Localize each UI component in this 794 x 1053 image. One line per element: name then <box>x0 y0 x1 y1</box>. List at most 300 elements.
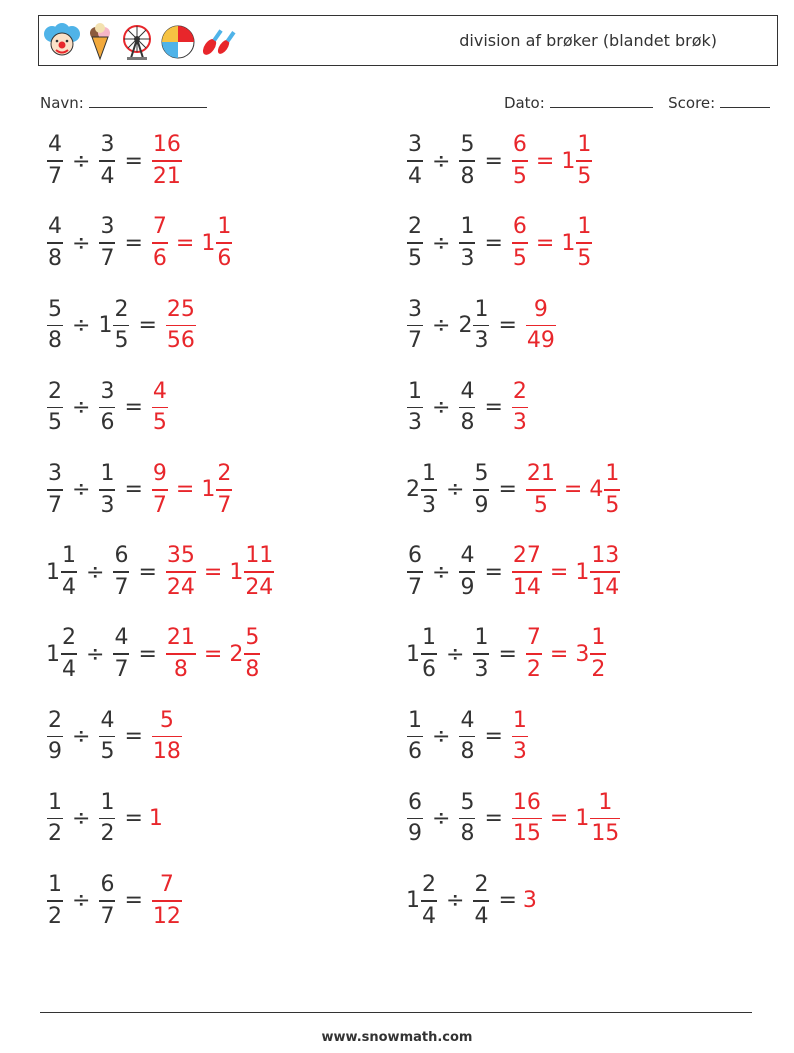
divide-sign: ÷ <box>432 148 451 174</box>
denominator: 3 <box>474 656 489 682</box>
divide-sign: ÷ <box>446 888 465 914</box>
denominator: 5 <box>512 245 527 271</box>
numerator: 1 <box>605 461 620 487</box>
problem-11 <box>44 540 277 604</box>
numerator: 21 <box>526 461 555 487</box>
denominator: 4 <box>408 163 422 189</box>
answer-fraction <box>166 627 196 681</box>
fraction-bar <box>47 242 63 244</box>
fraction-bar <box>47 160 63 162</box>
fraction-bar <box>604 489 620 491</box>
numerator: 4 <box>114 625 129 651</box>
numerator: 2 <box>422 872 436 898</box>
numerator: 4 <box>48 132 62 158</box>
equals-sign: = <box>124 806 143 832</box>
equals-sign: = <box>124 723 143 749</box>
numerator: 16 <box>512 789 541 815</box>
fraction-bar <box>512 160 528 162</box>
operand-1-fraction <box>407 378 423 436</box>
answer-fraction <box>152 134 182 188</box>
operand-1-fraction <box>407 296 423 354</box>
answer <box>149 874 185 928</box>
equals-sign: = <box>138 312 157 338</box>
answer-mixed-whole: 3 <box>575 641 590 667</box>
denominator: 8 <box>460 163 475 189</box>
answer-mixed-whole: 1 <box>575 806 590 832</box>
problem-12 <box>404 540 623 604</box>
equals-sign: = <box>484 723 503 749</box>
name-field <box>40 93 207 112</box>
numerator: 1 <box>217 214 232 240</box>
operand-2-fraction <box>99 378 115 436</box>
problem-7 <box>44 376 171 440</box>
operand-1-fraction <box>47 378 63 436</box>
fraction-bar <box>421 900 437 902</box>
numerator: 1 <box>408 707 422 733</box>
operand-1-whole: 2 <box>406 477 420 503</box>
divide-sign: ÷ <box>86 641 105 667</box>
equals-sign: = <box>549 806 569 832</box>
problem-10 <box>404 458 623 522</box>
answer <box>163 545 277 599</box>
name-label: Navn: <box>40 94 84 112</box>
denominator: 8 <box>460 410 475 436</box>
operand-2-fraction <box>473 463 489 517</box>
fraction-bar <box>152 242 168 244</box>
fraction-bar <box>61 571 77 573</box>
denominator: 15 <box>591 821 620 847</box>
divide-sign: ÷ <box>72 230 91 256</box>
denominator: 15 <box>512 821 541 847</box>
answer-mixed-whole: 1 <box>575 559 590 585</box>
fraction-bar <box>152 407 168 409</box>
operand-1-whole: 1 <box>406 888 420 914</box>
numerator: 5 <box>460 132 475 158</box>
numerator: 1 <box>577 132 592 158</box>
problem-18 <box>404 787 623 851</box>
numerator: 2 <box>408 214 422 240</box>
operand-2-fraction <box>113 296 129 354</box>
numerator: 4 <box>460 707 475 733</box>
denominator: 7 <box>152 492 167 518</box>
answer-mixed-fraction <box>604 463 620 517</box>
fraction-bar <box>459 571 475 573</box>
fraction-bar <box>99 160 115 162</box>
operand-2-fraction <box>99 874 115 928</box>
header-icons <box>43 22 237 62</box>
ice-cream-icon <box>85 22 115 62</box>
problem-9 <box>44 458 235 522</box>
denominator: 2 <box>526 656 541 682</box>
denominator: 4 <box>62 574 76 600</box>
denominator: 8 <box>173 656 188 682</box>
numerator: 4 <box>100 707 115 733</box>
fraction-bar <box>473 489 489 491</box>
fraction-bar <box>407 736 423 738</box>
divide-sign: ÷ <box>72 477 91 503</box>
fraction-bar <box>512 407 528 409</box>
divide-sign: ÷ <box>432 395 451 421</box>
denominator: 4 <box>62 656 76 682</box>
problem-17 <box>44 787 163 851</box>
answer <box>509 134 595 188</box>
fraction-bar <box>47 736 63 738</box>
equals-sign: = <box>535 148 555 174</box>
equals-sign: = <box>124 477 143 503</box>
operand-1-whole: 1 <box>46 641 60 667</box>
fraction-bar <box>113 325 129 327</box>
denominator: 4 <box>474 903 489 929</box>
numerator: 1 <box>460 214 475 240</box>
answer <box>509 789 623 847</box>
numerator: 2 <box>474 872 489 898</box>
numerator: 5 <box>48 296 62 322</box>
denominator: 9 <box>460 574 475 600</box>
answer <box>523 888 537 913</box>
denominator: 3 <box>474 328 489 354</box>
denominator: 5 <box>152 410 167 436</box>
answer <box>509 707 531 765</box>
fraction-bar <box>407 407 423 409</box>
numerator: 3 <box>100 132 115 158</box>
fraction-bar <box>407 242 423 244</box>
denominator: 18 <box>152 739 181 765</box>
answer-mixed-fraction <box>216 216 232 270</box>
fraction-bar <box>421 653 437 655</box>
numerator: 1 <box>474 625 489 651</box>
fraction-bar <box>459 242 475 244</box>
denominator: 49 <box>526 328 555 354</box>
equals-sign: = <box>563 477 583 503</box>
operand-2-fraction <box>99 216 115 270</box>
denominator: 9 <box>408 821 422 847</box>
denominator: 7 <box>100 245 115 271</box>
numerator: 2 <box>512 378 527 404</box>
numerator: 1 <box>422 625 436 651</box>
answer-fraction <box>526 463 556 517</box>
divide-sign: ÷ <box>72 888 91 914</box>
answer-mixed-fraction <box>244 545 274 599</box>
operand-2-fraction <box>99 789 115 847</box>
numerator: 35 <box>166 543 195 569</box>
numerator: 7 <box>526 625 541 651</box>
answer <box>523 463 623 517</box>
divide-sign: ÷ <box>432 723 451 749</box>
numerator: 27 <box>512 543 541 569</box>
fraction-bar <box>512 242 528 244</box>
numerator: 1 <box>100 789 115 815</box>
denominator: 9 <box>474 492 489 518</box>
numerator: 3 <box>408 296 422 322</box>
fraction-bar <box>590 653 606 655</box>
operand-1-whole: 1 <box>406 641 420 667</box>
fraction-bar <box>166 571 196 573</box>
operand-1-whole: 1 <box>46 559 60 585</box>
operand-1-fraction <box>421 627 437 681</box>
answer <box>509 545 623 599</box>
fraction-bar <box>99 900 115 902</box>
numerator: 4 <box>460 543 475 569</box>
denominator: 3 <box>512 739 527 765</box>
answer <box>149 707 185 765</box>
answer <box>149 806 163 831</box>
equals-sign: = <box>138 641 157 667</box>
footer-url: www.snowmath.com <box>321 1030 473 1045</box>
numerator: 1 <box>62 543 76 569</box>
fraction-bar <box>152 900 182 902</box>
numerator: 2 <box>62 625 76 651</box>
problem-6 <box>404 293 559 357</box>
denominator: 7 <box>114 574 129 600</box>
divide-sign: ÷ <box>446 477 465 503</box>
operand-1-fraction <box>407 216 423 270</box>
denominator: 5 <box>100 739 115 765</box>
numerator: 2 <box>217 461 232 487</box>
fraction-bar <box>152 736 182 738</box>
denominator: 6 <box>100 410 115 436</box>
fraction-bar <box>99 489 115 491</box>
answer-mixed-fraction <box>576 216 592 270</box>
answer-fraction <box>166 545 196 599</box>
denominator: 8 <box>460 739 475 765</box>
equals-sign: = <box>535 230 555 256</box>
denominator: 2 <box>100 821 115 847</box>
numerator: 5 <box>460 789 475 815</box>
divide-sign: ÷ <box>72 312 91 338</box>
fraction-bar <box>407 571 423 573</box>
answer <box>149 216 235 270</box>
fraction-bar <box>459 407 475 409</box>
denominator: 5 <box>577 163 592 189</box>
numerator: 1 <box>474 296 489 322</box>
answer-whole: 1 <box>148 806 163 832</box>
answer <box>523 627 609 681</box>
problem-5 <box>44 293 199 357</box>
denominator: 5 <box>408 245 422 271</box>
numerator: 6 <box>114 543 129 569</box>
numerator: 3 <box>100 214 115 240</box>
denominator: 6 <box>152 245 167 271</box>
equals-sign: = <box>549 641 569 667</box>
fraction-bar <box>47 900 63 902</box>
answer-mixed-whole: 1 <box>561 230 576 256</box>
denominator: 7 <box>217 492 232 518</box>
numerator: 4 <box>48 214 62 240</box>
fraction-bar <box>512 736 528 738</box>
numerator: 25 <box>166 296 195 322</box>
fraction-bar <box>47 325 63 327</box>
operand-1-fraction <box>47 296 63 354</box>
operand-2-fraction <box>459 134 475 188</box>
answer-mixed-whole: 1 <box>561 148 576 174</box>
operand-2-fraction <box>113 627 129 681</box>
numerator: 5 <box>245 625 260 651</box>
denominator: 3 <box>422 492 436 518</box>
worksheet-title: division af brøker (blandet brøk) <box>459 31 717 50</box>
answer <box>509 378 531 436</box>
operand-2-fraction <box>473 627 489 681</box>
denominator: 6 <box>422 656 436 682</box>
date-line[interactable] <box>550 93 653 108</box>
numerator: 6 <box>512 214 527 240</box>
numerator: 2 <box>48 707 62 733</box>
equals-sign: = <box>484 148 503 174</box>
fraction-bar <box>512 571 542 573</box>
denominator: 2 <box>591 656 606 682</box>
fraction-bar <box>576 160 592 162</box>
problem-2 <box>404 129 595 193</box>
fraction-bar <box>590 818 620 820</box>
fraction-bar <box>113 571 129 573</box>
numerator: 7 <box>159 872 174 898</box>
operand-2-fraction <box>459 378 475 436</box>
answer-fraction <box>512 134 528 188</box>
operand-1-fraction <box>407 707 423 765</box>
operand-1-fraction <box>47 874 63 928</box>
denominator: 4 <box>100 163 115 189</box>
answer-mixed-fraction <box>244 627 260 681</box>
equals-sign: = <box>498 641 517 667</box>
denominator: 14 <box>512 574 541 600</box>
fraction-bar <box>61 653 77 655</box>
operand-1-fraction <box>407 134 423 188</box>
answer-fraction <box>166 296 196 354</box>
answer-mixed-whole: 4 <box>589 477 604 503</box>
numerator: 3 <box>48 461 62 487</box>
answer <box>163 296 199 354</box>
operand-1-fraction <box>47 463 63 517</box>
divide-sign: ÷ <box>432 559 451 585</box>
answer-mixed-fraction <box>590 789 620 847</box>
numerator: 1 <box>512 707 527 733</box>
score-line[interactable] <box>720 93 770 108</box>
answer-fraction <box>526 296 556 354</box>
divide-sign: ÷ <box>72 148 91 174</box>
score-label: Score: <box>668 94 716 112</box>
operand-1-fraction <box>407 789 423 847</box>
equals-sign: = <box>484 230 503 256</box>
fraction-bar <box>152 489 168 491</box>
answer <box>149 378 171 436</box>
denominator: 2 <box>48 821 62 847</box>
denominator: 3 <box>512 410 527 436</box>
numerator: 1 <box>591 625 606 651</box>
operand-2-fraction <box>99 707 115 765</box>
clown-icon <box>43 22 81 62</box>
answer-mixed-whole: 1 <box>229 559 244 585</box>
operand-1-fraction <box>421 463 437 517</box>
numerator: 11 <box>245 543 274 569</box>
denominator: 24 <box>166 574 195 600</box>
problem-8 <box>404 376 531 440</box>
equals-sign: = <box>484 806 503 832</box>
fraction-bar <box>576 242 592 244</box>
divide-sign: ÷ <box>432 312 451 338</box>
divide-sign: ÷ <box>72 723 91 749</box>
equals-sign: = <box>124 888 143 914</box>
operand-2-fraction <box>473 296 489 354</box>
numerator: 2 <box>48 378 62 404</box>
denominator: 8 <box>460 821 475 847</box>
denominator: 5 <box>605 492 620 518</box>
numerator: 3 <box>100 378 115 404</box>
numerator: 3 <box>408 132 422 158</box>
operand-1-fraction <box>47 216 63 270</box>
operand-2-fraction <box>459 216 475 270</box>
denominator: 5 <box>533 492 548 518</box>
problem-1 <box>44 129 185 193</box>
fraction-bar <box>526 325 556 327</box>
numerator: 6 <box>512 132 527 158</box>
answer-mixed-whole: 1 <box>201 230 216 256</box>
numerator: 1 <box>598 789 613 815</box>
divide-sign: ÷ <box>72 395 91 421</box>
answer-mixed-fraction <box>216 463 232 517</box>
fraction-bar <box>407 325 423 327</box>
denominator: 9 <box>48 739 62 765</box>
denominator: 3 <box>408 410 422 436</box>
numerator: 1 <box>408 378 422 404</box>
numerator: 1 <box>48 872 62 898</box>
denominator: 8 <box>48 328 62 354</box>
fraction-bar <box>407 160 423 162</box>
numerator: 1 <box>422 461 436 487</box>
denominator: 7 <box>100 903 115 929</box>
problem-3 <box>44 211 235 275</box>
fraction-bar <box>166 653 196 655</box>
denominator: 8 <box>245 656 260 682</box>
fraction-bar <box>216 242 232 244</box>
fraction-bar <box>216 489 232 491</box>
denominator: 7 <box>48 163 62 189</box>
equals-sign: = <box>549 559 569 585</box>
answer <box>509 216 595 270</box>
problem-20 <box>404 869 537 933</box>
answer-mixed-fraction <box>590 627 606 681</box>
answer-mixed-fraction <box>590 545 620 599</box>
equals-sign: = <box>124 395 143 421</box>
numerator: 13 <box>591 543 620 569</box>
denominator: 3 <box>460 245 475 271</box>
answer-fraction <box>152 707 182 765</box>
denominator: 2 <box>48 903 62 929</box>
numerator: 7 <box>152 214 167 240</box>
fraction-bar <box>512 818 542 820</box>
numerator: 1 <box>577 214 592 240</box>
fraction-bar <box>99 242 115 244</box>
equals-sign: = <box>498 312 517 338</box>
numerator: 1 <box>48 789 62 815</box>
operand-1-fraction <box>61 545 77 599</box>
answer-mixed-fraction <box>576 134 592 188</box>
numerator: 6 <box>408 789 422 815</box>
answer-fraction <box>512 378 528 436</box>
equals-sign: = <box>124 148 143 174</box>
operand-2-fraction <box>473 874 489 928</box>
answer <box>149 463 235 517</box>
name-line[interactable] <box>89 93 207 108</box>
divide-sign: ÷ <box>72 806 91 832</box>
answer <box>523 296 559 354</box>
denominator: 24 <box>245 574 274 600</box>
operand-1-fraction <box>47 789 63 847</box>
operand-2-whole: 2 <box>458 312 473 338</box>
operand-1-fraction <box>421 874 437 928</box>
equals-sign: = <box>484 395 503 421</box>
fraction-bar <box>166 325 196 327</box>
denominator: 21 <box>152 163 181 189</box>
answer-fraction <box>512 789 542 847</box>
